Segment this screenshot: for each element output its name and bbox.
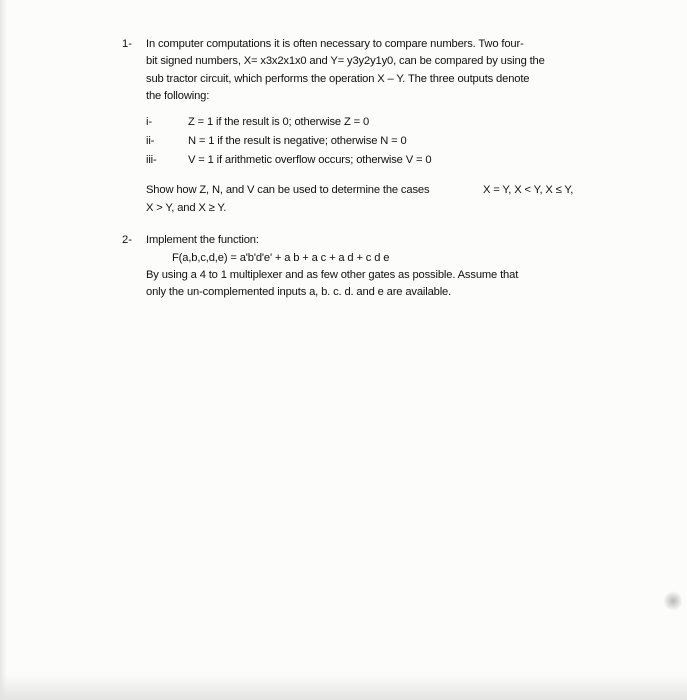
question-1-items <box>146 114 606 174</box>
question-1-number: 1- <box>122 38 132 50</box>
question-1-line-3: sub tractor circuit, which performs the operation X – Y. The three outputs denote <box>146 72 530 85</box>
question-1-line-2: bit signed numbers, X= x3x2x1x0 and Y= y3y2y1y0, can be compared by using the <box>146 55 545 68</box>
item-roman: iii- <box>146 154 157 166</box>
question-1-line-4: the following: <box>146 90 210 103</box>
question-2-line-1: By using a 4 to 1 multiplexer and as few other gates as possible. Assume that <box>146 269 519 281</box>
question-2-heading <box>146 232 259 249</box>
page-left-edge <box>0 0 6 700</box>
item-roman: ii- <box>146 135 155 147</box>
show-how-text: Show how Z, N, and V can be used to determine the cases <box>146 184 430 196</box>
question-1-cases <box>146 182 616 222</box>
cases-inline: X = Y, X < Y, X ≤ Y, <box>483 184 574 196</box>
question-1-intro <box>146 36 545 106</box>
page-bottom-shadow <box>0 674 687 700</box>
item-text: V = 1 if arithmetic overflow occurs; otherwise V = 0 <box>188 154 432 166</box>
function-expression: F(a,b,c,d,e) = a'b'd'e' + a b + a c + a d + c d e <box>172 252 390 264</box>
item-text: N = 1 if the result is negative; otherwise N = 0 <box>188 135 407 147</box>
question-2-body <box>146 267 518 302</box>
question-2-heading-text: Implement the function: <box>146 234 259 246</box>
question-2-number: 2- <box>122 234 132 246</box>
question-2-function <box>172 250 389 267</box>
item-text: Z = 1 if the result is 0; otherwise Z = 0 <box>188 116 370 128</box>
cases-continued: X > Y, and X ≥ Y. <box>146 202 227 214</box>
item-roman: i- <box>146 116 152 128</box>
scan-smudge <box>664 590 682 612</box>
question-2-line-2: only the un-complemented inputs a, b. c. d. and e are available. <box>146 286 452 299</box>
question-1-line-1: In computer computations it is often necessary to compare numbers. Two four- <box>146 38 524 50</box>
